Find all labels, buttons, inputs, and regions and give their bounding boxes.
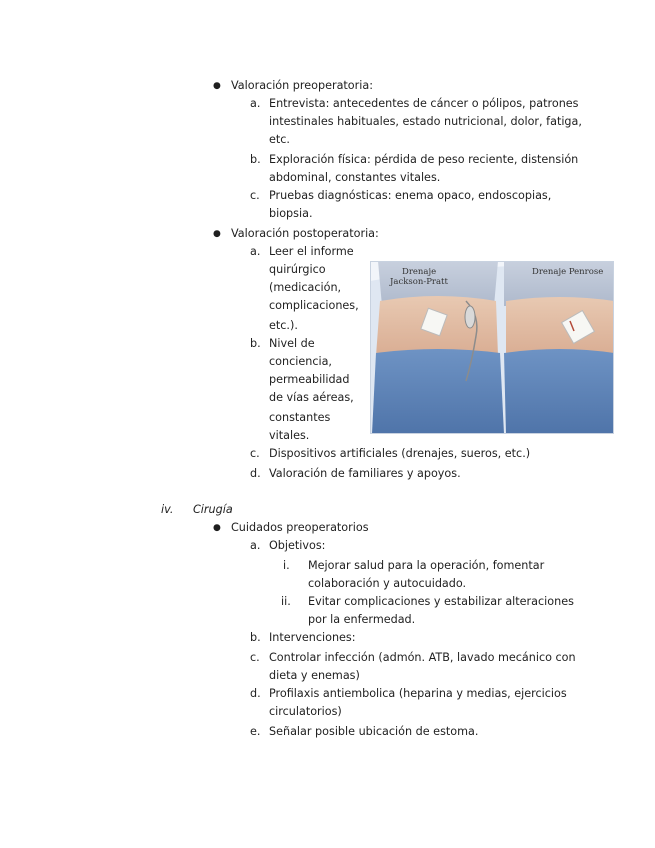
sub-marker: i. (283, 559, 290, 572)
list-item-line: Exploración física: pérdida de peso reciente, distensión (269, 153, 579, 166)
list-marker: a. (250, 245, 261, 258)
list-item-line: constantes (269, 411, 331, 424)
list-item-line: vitales. (269, 429, 310, 442)
sub-marker: ii. (281, 595, 291, 608)
sub-item-line: Evitar complicaciones y estabilizar alteraciones (308, 595, 574, 608)
list-marker: c. (250, 189, 260, 202)
list-item-line: Controlar infección (admón. ATB, lavado mecánico con (269, 651, 576, 664)
list-item-line: Dispositivos artificiales (drenajes, sueros, etc.) (269, 447, 531, 460)
postop-heading: Valoración postoperatoria: (231, 227, 379, 240)
bullet-icon: ● (213, 523, 221, 533)
list-item-line: Señalar posible ubicación de estoma. (269, 725, 479, 738)
list-marker: d. (250, 687, 261, 700)
list-item-line: de vías aéreas, (269, 391, 354, 404)
list-item-line: conciencia, (269, 355, 332, 368)
sub-item-line: Mejorar salud para la operación, fomentar (308, 559, 545, 572)
jeans-left (372, 349, 504, 434)
list-item-line: Leer el informe (269, 245, 354, 258)
sub-item-line: por la enfermedad. (308, 613, 416, 626)
list-item-line: (medicación, (269, 281, 342, 294)
list-item-line: Objetivos: (269, 539, 326, 552)
label-penrose: Drenaje Penrose (532, 267, 604, 277)
list-item-line: dieta y enemas) (269, 669, 360, 682)
list-marker: b. (250, 153, 261, 166)
list-marker: a. (250, 97, 261, 110)
list-item-line: permeabilidad (269, 373, 350, 386)
list-marker: c. (250, 447, 260, 460)
list-marker: b. (250, 631, 261, 644)
list-item-line: quirúrgico (269, 263, 326, 276)
list-item-line: etc.). (269, 319, 298, 332)
list-marker: a. (250, 539, 261, 552)
sub-item-line: colaboración y autocuidado. (308, 577, 467, 590)
section-title: Cirugía (193, 503, 233, 516)
list-item-line: Entrevista: antecedentes de cáncer o pólipos, patrones (269, 97, 579, 110)
list-marker: c. (250, 651, 260, 664)
list-item-line: Nivel de (269, 337, 315, 350)
torso-right (506, 297, 614, 356)
list-item-line: complicaciones, (269, 299, 359, 312)
list-item-line: Pruebas diagnósticas: enema opaco, endoscopias, (269, 189, 552, 202)
list-item-line: Valoración de familiares y apoyos. (269, 467, 461, 480)
drain-illustration (370, 261, 614, 434)
bullet-icon: ● (213, 229, 221, 239)
list-marker: d. (250, 467, 261, 480)
bullet-icon: ● (213, 81, 221, 91)
list-item-line: abdominal, constantes vitales. (269, 171, 441, 184)
preop-heading: Valoración preoperatoria: (231, 79, 373, 92)
list-item-line: Intervenciones: (269, 631, 356, 644)
list-marker: e. (250, 725, 261, 738)
care-heading: Cuidados preoperatorios (231, 521, 369, 534)
list-item-line: biopsia. (269, 207, 313, 220)
list-marker: b. (250, 337, 261, 350)
list-item-line: intestinales habituales, estado nutricional, dolor, fatiga, (269, 115, 582, 128)
list-item-line: Profilaxis antiembolica (heparina y medias, ejercicios (269, 687, 567, 700)
drain-bulb (465, 306, 475, 328)
section-marker: iv. (161, 503, 174, 516)
list-item-line: etc. (269, 133, 290, 146)
label-jackson-pratt-2: Jackson-Pratt (390, 277, 448, 287)
list-item-line: circulatorios) (269, 705, 342, 718)
label-jackson-pratt: Drenaje (402, 267, 437, 277)
jeans-right (504, 349, 614, 434)
